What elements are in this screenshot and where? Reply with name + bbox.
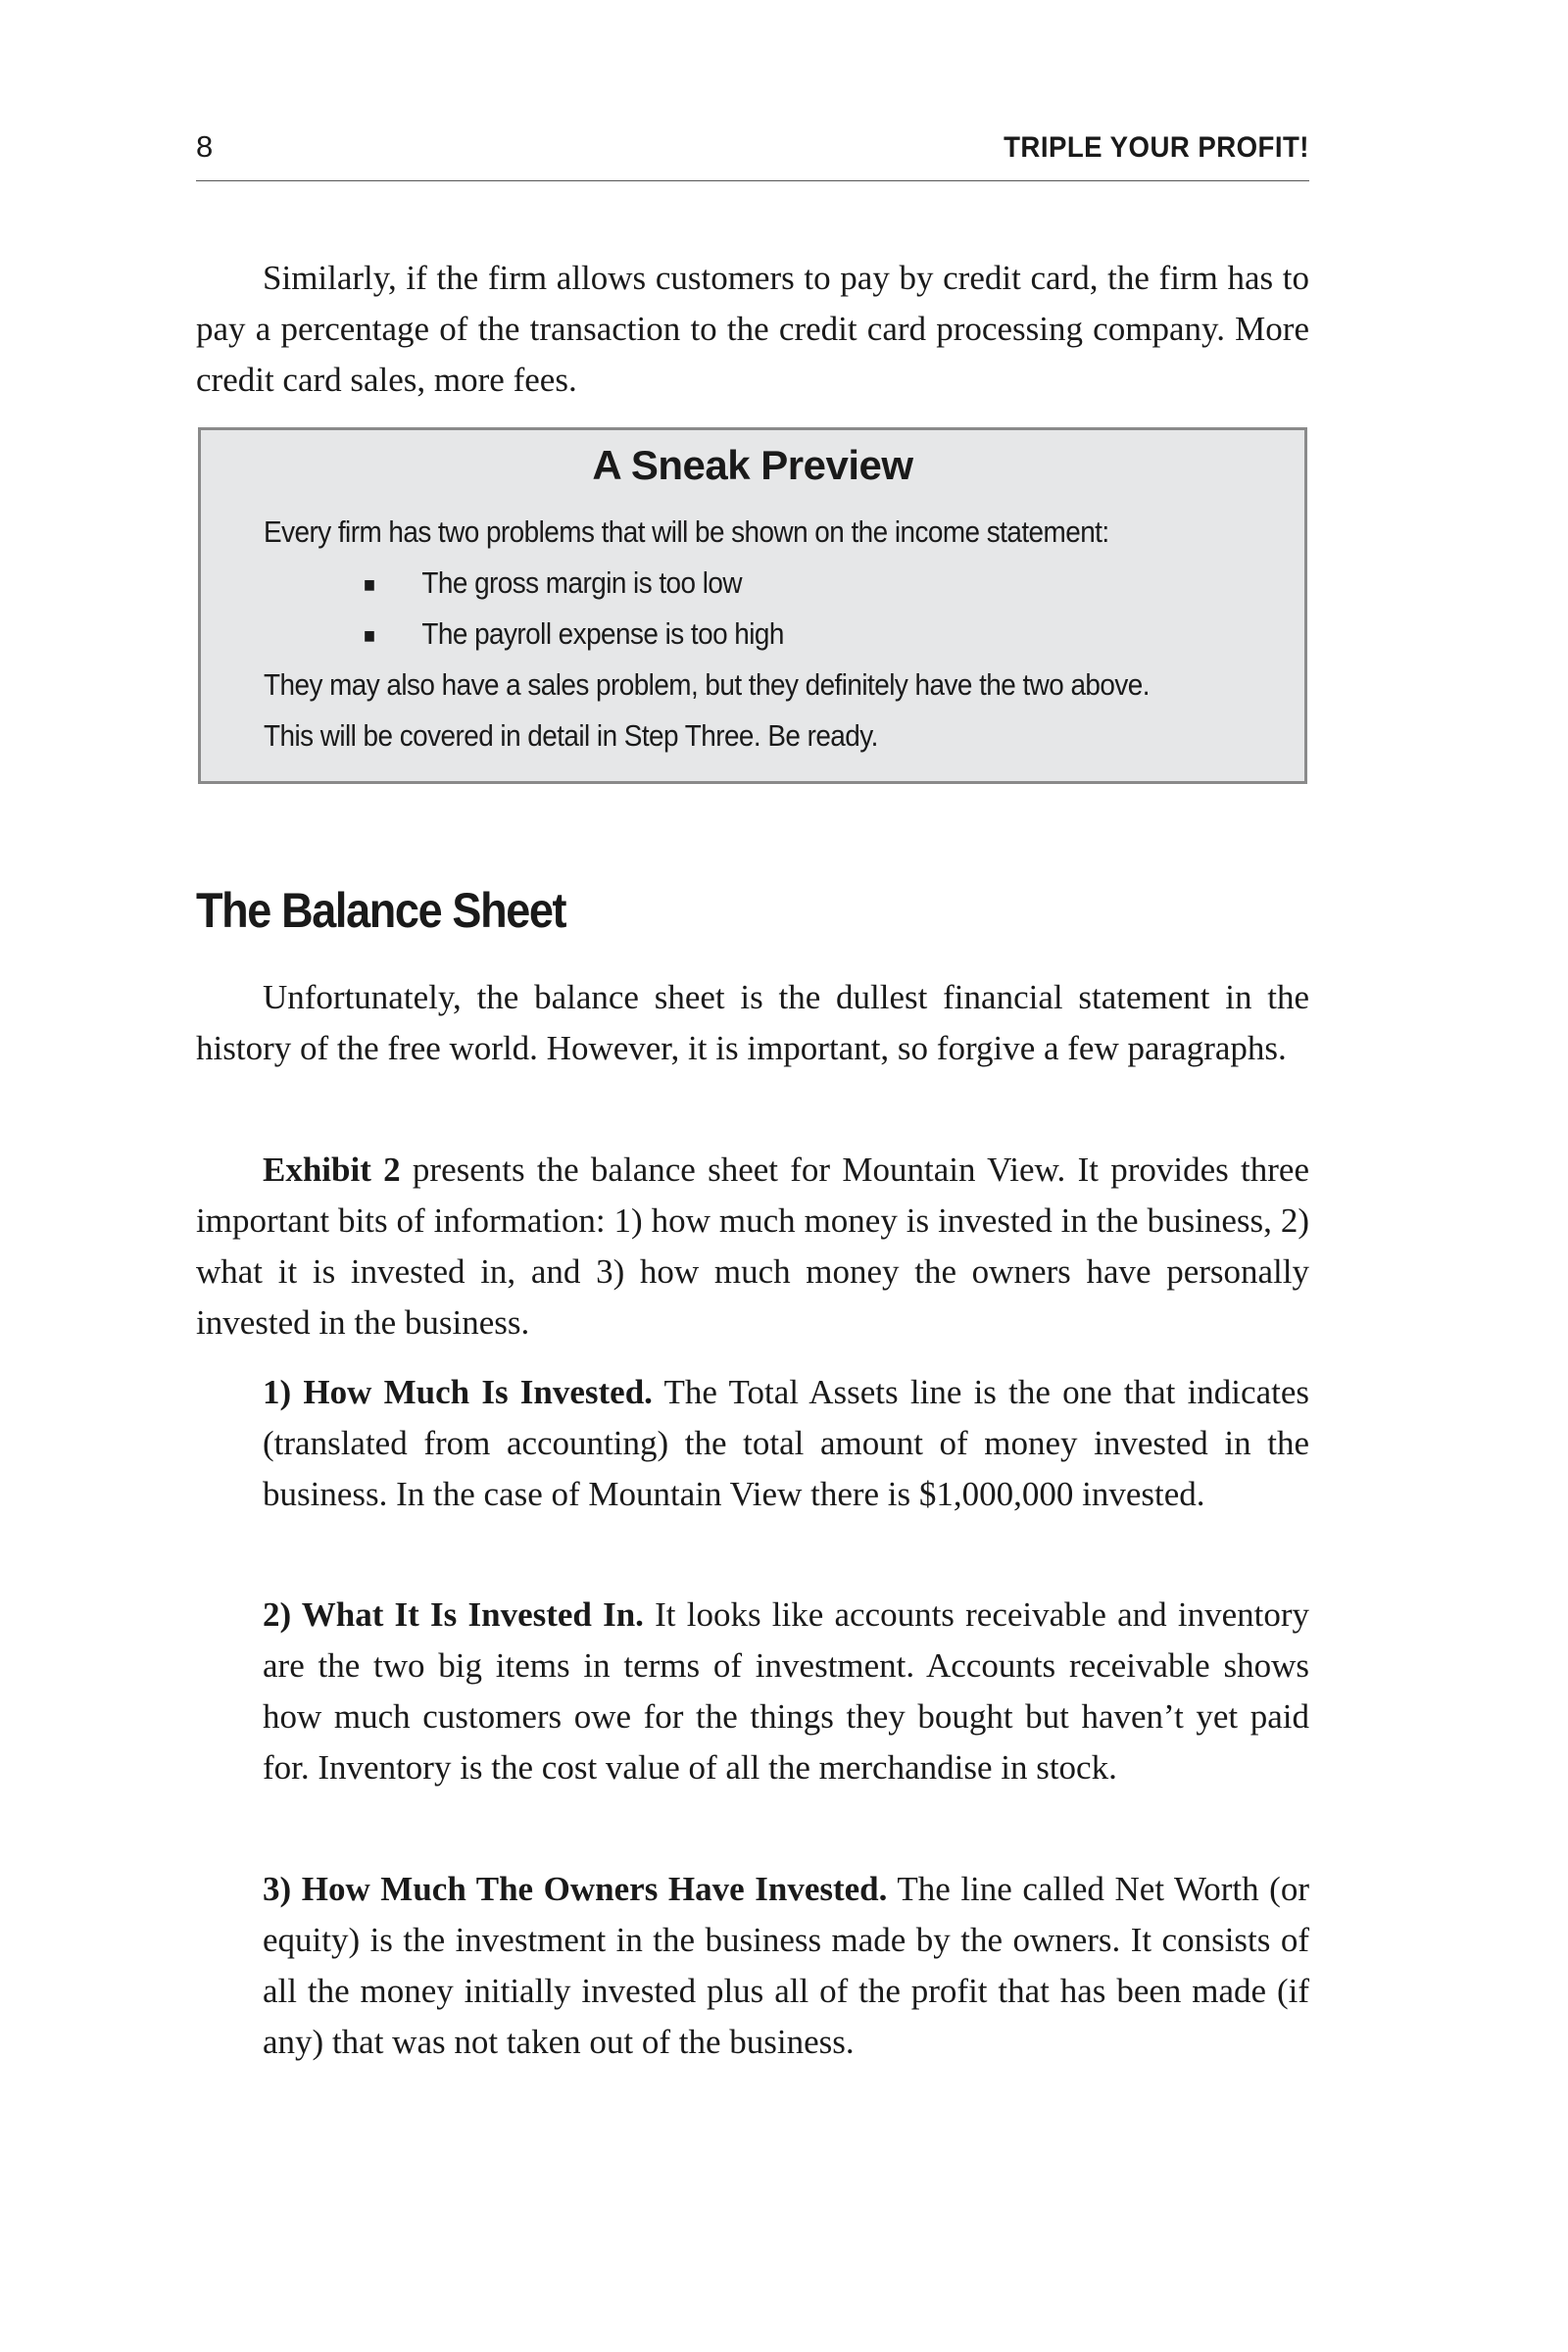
- callout-title: A Sneak Preview: [592, 442, 913, 488]
- section-heading: The Balance Sheet: [196, 883, 566, 938]
- exhibit-paragraph: [196, 1145, 1309, 1348]
- how-much-invested-lead: 1) How Much Is Invested.: [263, 1373, 653, 1411]
- exhibit-paragraph-text: presents the balance sheet for Mountain View. It provides three important bits of information: 1) how much money is invested in the business, 2) what it is invested in, and 3) how much money the owners have personally invested in the business.: [196, 1151, 1309, 1342]
- exhibit-reference: Exhibit 2: [263, 1151, 401, 1189]
- balance-sheet-intro-paragraph: Unfortunately, the balance sheet is the dullest financial statement in the history of the free world. However, it is important, so forgive a few paragraphs.: [196, 978, 1309, 1067]
- callout-bullet-text: The payroll expense is too high: [421, 616, 784, 651]
- sneak-preview-box: [198, 427, 1307, 784]
- callout-bullet-text: The gross margin is too low: [421, 565, 742, 600]
- running-title: TRIPLE YOUR PROFIT!: [1004, 131, 1309, 164]
- intro-paragraph: Similarly, if the firm allows customers to pay by credit card, the firm has to pay a percentage of the transaction to the credit card processing company. More credit card sales, more fees.: [196, 259, 1309, 399]
- how-much-invested-text: The Total Assets line is the one that indicates (translated from accounting) the total amount of money invested in the business. In the case of Mountain View there is $1,000,000 invested.: [263, 1373, 1309, 1513]
- invested-in-paragraph: [196, 1590, 1309, 1793]
- how-much-invested-paragraph: [196, 1367, 1309, 1520]
- invested-in-lead: 2) What It Is Invested In.: [263, 1595, 644, 1634]
- owners-invested-lead: 3) How Much The Owners Have Invested.: [263, 1870, 888, 1908]
- running-header: [196, 125, 1309, 181]
- square-bullet-icon: ■: [364, 572, 375, 597]
- owners-invested-text: The line called Net Worth (or equity) is the investment in the business made by the owners. It consists of all the money initially invested plus all of the profit that has been made (if any) that was not taken out of the business.: [263, 1870, 1309, 2061]
- callout-closing-line: They may also have a sales problem, but they definitely have the two above.: [264, 667, 1150, 702]
- page-number: 8: [196, 129, 214, 164]
- invested-in-text: It looks like accounts receivable and inventory are the two big items in terms of investment. Accounts receivable shows how much customers owe for the things they bought but haven’t yet paid for. Inventory is the cost value of all the merchandise in stock.: [263, 1595, 1309, 1787]
- square-bullet-icon: ■: [364, 623, 375, 648]
- owners-invested-paragraph: [196, 1864, 1309, 2068]
- callout-closing-line: This will be covered in detail in Step Three. Be ready.: [264, 718, 878, 753]
- callout-lead: Every firm has two problems that will be shown on the income statement:: [264, 514, 1109, 549]
